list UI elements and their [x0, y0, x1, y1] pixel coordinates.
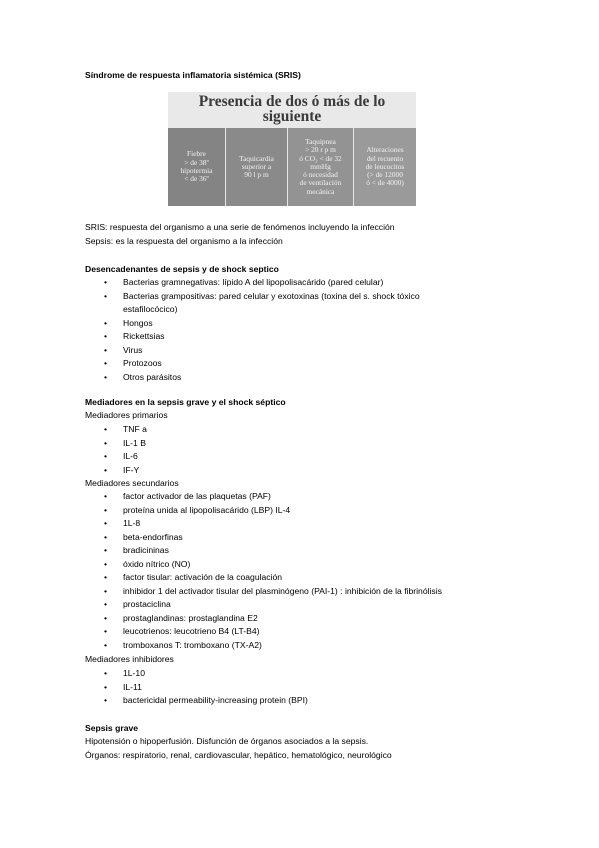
sris-column-4-line-3: de leucocitos: [365, 161, 405, 171]
primary-mediators-list: [104, 423, 147, 477]
secondary-mediator-item-text: prostaciclina: [123, 599, 171, 609]
secondary-mediator-item-text: leucotrienos: leucotrieno B4 (LT-B4): [123, 626, 260, 636]
trigger-item: [104, 330, 513, 344]
trigger-item-text: Bacterias gramnegativas: lípido A del lipopolisacárido (pared celular): [123, 277, 384, 287]
triggers-list: [104, 276, 513, 384]
secondary-mediator-item-text: inhibidor 1 del activador tisular del plasminógeno (PAI-1) : inhibición de la fibrinólisis: [123, 585, 442, 596]
inhibitory-mediator-item: [104, 667, 308, 681]
trigger-item-text: Bacterias grampositivas: pared celular y exotoxinas (toxina del s. shock tóxico: [123, 290, 420, 301]
bullet-icon: •: [104, 681, 108, 692]
sris-column-2-line-2: superior a: [241, 161, 272, 171]
secondary-mediator-item: [104, 585, 442, 599]
bullet-icon: •: [104, 331, 108, 341]
inhibitory-mediator-item-text: IL-11: [123, 681, 142, 692]
trigger-item: [104, 357, 513, 371]
bullet-icon: •: [104, 451, 108, 461]
bullet-icon: •: [104, 491, 108, 501]
secondary-mediator-item: [104, 490, 442, 504]
severe-sepsis-heading: Sepsis grave: [85, 723, 139, 733]
secondary-mediator-item: [104, 571, 442, 585]
severe-sepsis-line-2: Órganos: respiratorio, renal, cardiovascular, hepático, hematológico, neurológico: [85, 750, 392, 760]
primary-mediator-item: [104, 437, 147, 451]
bullet-icon: •: [104, 599, 108, 609]
secondary-mediator-item: [104, 639, 442, 653]
primary-mediator-item-text: TNF a: [123, 424, 147, 434]
bullet-icon: •: [104, 344, 108, 355]
bullet-icon: •: [104, 531, 108, 542]
secondary-mediator-item: [104, 625, 442, 639]
secondary-mediators-list: [104, 490, 442, 652]
sris-column-4-line-5: ó < de 4000): [366, 178, 404, 188]
sris-column-4-line-1: Alteraciones: [366, 145, 404, 155]
bullet-icon: •: [104, 545, 108, 555]
sepsis-definition: Sepsis: es la respuesta del organismo a la infección: [85, 236, 283, 246]
secondary-mediator-item: [104, 558, 442, 572]
sris-header-line-2: siguiente: [262, 108, 322, 125]
bullet-icon: •: [104, 558, 108, 569]
sris-column-3-line-3: ó CO₂ < de 32: [299, 153, 342, 163]
primary-mediator-item: [104, 450, 147, 464]
triggers-heading: Desencadenantes de sepsis y de shock septico: [85, 264, 279, 274]
sris-table-header: [168, 92, 416, 128]
bullet-icon: •: [104, 626, 108, 636]
sris-criteria-table: [168, 92, 416, 206]
inhibitory-mediator-item-text: bactericidal permeability-increasing protein (BPI): [123, 695, 308, 705]
bullet-icon: •: [104, 424, 108, 434]
primary-mediators-label: Mediadores primarios: [85, 410, 168, 420]
trigger-item-continuation: estafilocócico): [123, 304, 178, 314]
sris-column-3: [288, 128, 354, 206]
bullet-icon: •: [104, 612, 108, 623]
secondary-mediator-item: [104, 612, 442, 626]
bullet-icon: •: [104, 437, 108, 448]
inhibitory-mediators-label: Mediadores inhibidores: [85, 654, 174, 664]
sris-column-2-line-1: Taquicardia: [239, 153, 274, 163]
bullet-icon: •: [104, 371, 108, 382]
sris-column-1-line-4: < de 36º: [184, 174, 209, 184]
bullet-icon: •: [104, 464, 108, 475]
trigger-item-text: Otros parásitos: [123, 371, 182, 382]
bullet-icon: •: [104, 668, 108, 678]
primary-mediator-item-text: IL-6: [123, 451, 138, 461]
sris-column-3-line-5: ó necesidad: [303, 170, 338, 180]
secondary-mediator-item-text: proteína unida al lipopolisacárido (LBP) IL-4: [123, 504, 291, 515]
sris-column-2-line-3: 90 l p m: [244, 170, 269, 180]
secondary-mediator-item-text: factor tisular: activación de la coagulación: [123, 572, 283, 582]
sris-header-line-1: Presencia de dos ó más de lo: [198, 93, 386, 110]
secondary-mediator-item-text: óxido nítrico (NO): [123, 558, 191, 569]
mediators-heading: Mediadores en la sepsis grave y el shock séptico: [85, 397, 286, 407]
secondary-mediator-item-text: 1L-8: [123, 518, 141, 528]
trigger-item-text: Hongos: [123, 317, 153, 328]
sris-column-3-line-2: > 20 r p m: [305, 145, 336, 155]
bullet-icon: •: [104, 504, 108, 515]
sris-definition: SRIS: respuesta del organismo a una serie de fenómenos incluyendo la infección: [85, 222, 395, 232]
inhibitory-mediators-list: [104, 667, 308, 708]
primary-mediator-item-text: IF-Y: [123, 464, 140, 475]
sris-column-1: [168, 128, 226, 206]
secondary-mediator-item-text: factor activador de las plaquetas (PAF): [123, 491, 271, 501]
trigger-item: [104, 371, 513, 385]
secondary-mediator-item: [104, 598, 442, 612]
primary-mediator-item: [104, 464, 147, 478]
inhibitory-mediator-item: [104, 694, 308, 708]
secondary-mediator-item-text: bradicininas: [123, 545, 169, 555]
trigger-item-text: Virus: [123, 344, 143, 355]
bullet-icon: •: [104, 317, 108, 328]
secondary-mediator-item-text: prostaglandinas: prostaglandina E2: [123, 612, 258, 623]
bullet-icon: •: [104, 358, 108, 368]
bullet-icon: •: [104, 277, 108, 287]
secondary-mediators-label: Mediadores secundarios: [85, 478, 179, 488]
trigger-item: [104, 344, 513, 358]
sris-table-columns: [168, 128, 416, 206]
sris-column-1-line-3: hipotermia: [180, 166, 213, 175]
sris-column-1-line-1: Fiebre: [187, 149, 206, 159]
primary-mediator-item: [104, 423, 147, 437]
sris-column-4-line-2: del recuento: [366, 153, 404, 163]
primary-mediator-item-text: IL-1 B: [123, 437, 146, 448]
sris-column-2: [226, 128, 288, 206]
severe-sepsis-line-1: Hipotensión o hipoperfusión. Disfunción de órganos asociados a la sepsis.: [85, 736, 369, 746]
page-title: Síndrome de respuesta inflamatoria sistémica (SRIS): [85, 70, 301, 80]
trigger-item-text: Protozoos: [123, 358, 162, 368]
inhibitory-mediator-item: [104, 681, 308, 695]
sris-column-3-line-7: mecánica: [306, 186, 335, 196]
sris-column-4-line-4: (> de 12000: [367, 170, 403, 180]
secondary-mediator-item: [104, 544, 442, 558]
sris-column-4: [354, 128, 416, 206]
sris-column-3-line-1: Taquipnea: [305, 136, 336, 146]
inhibitory-mediator-item-text: 1L-10: [123, 668, 145, 678]
sris-column-3-line-4: mmHg: [310, 161, 331, 171]
secondary-mediator-item: [104, 504, 442, 518]
trigger-item-text: Rickettsias: [123, 331, 165, 341]
bullet-icon: •: [104, 290, 108, 301]
secondary-mediator-item-text: beta-endorfinas: [123, 531, 183, 542]
bullet-icon: •: [104, 518, 108, 528]
secondary-mediator-item: [104, 517, 442, 531]
secondary-mediator-item-text: tromboxanos T: tromboxano (TX-A2): [123, 639, 262, 650]
trigger-item: [104, 290, 513, 304]
sris-column-1-line-2: > de 38º: [184, 157, 209, 167]
secondary-mediator-item: [104, 531, 442, 545]
bullet-icon: •: [104, 639, 108, 650]
sris-column-3-line-6: de ventilación: [299, 178, 342, 188]
trigger-item: [104, 317, 513, 331]
trigger-item: [104, 276, 513, 290]
bullet-icon: •: [104, 572, 108, 582]
bullet-icon: •: [104, 585, 108, 596]
bullet-icon: •: [104, 695, 108, 705]
